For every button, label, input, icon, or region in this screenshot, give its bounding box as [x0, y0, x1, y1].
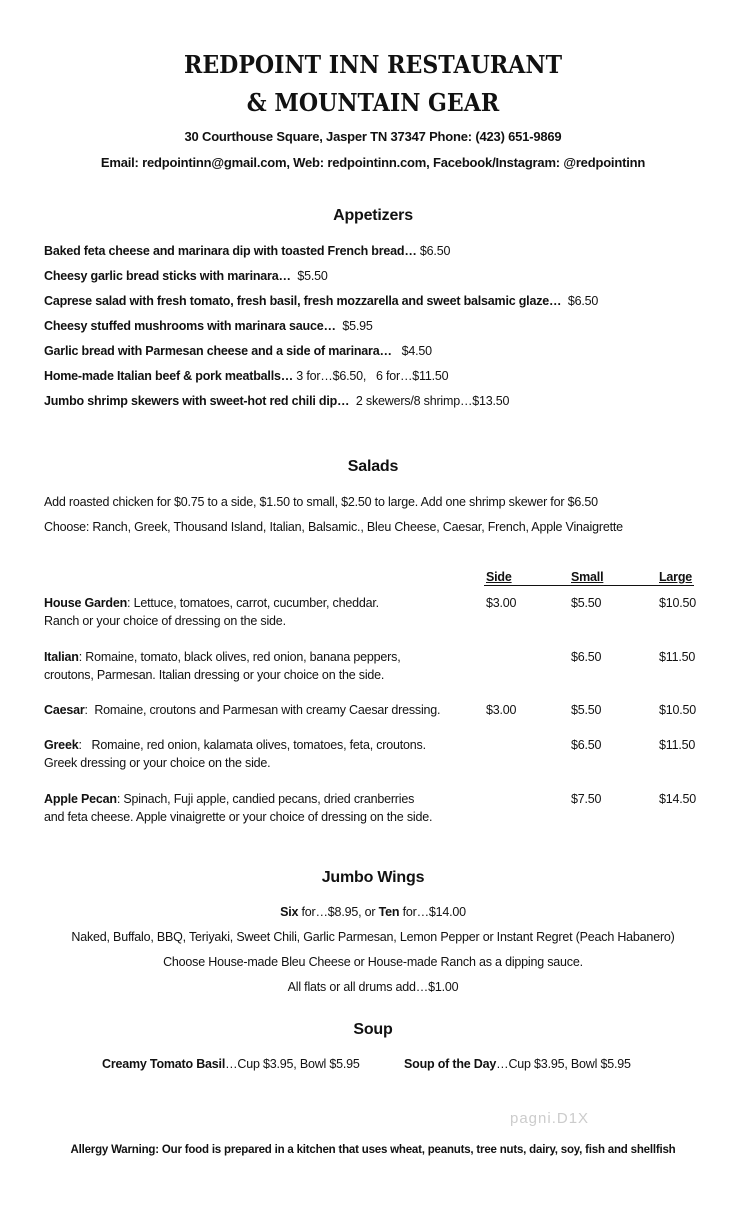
item-name: Caprese salad with fresh tomato, fresh basil, fresh mozzarella and sweet balsamic glaze…: [44, 294, 562, 308]
salad-desc-line1: : Romaine, red onion, kalamata olives, tomatoes, feta, croutons.: [78, 738, 426, 752]
item-price: 2 skewers/8 shrimp…$13.50: [349, 394, 510, 408]
col-large: Large: [659, 570, 693, 584]
wings-heading: Jumbo Wings: [321, 869, 425, 886]
price-side: $3.00: [486, 596, 517, 610]
allergy-warning: Allergy Warning: Our food is prepared in a kitchen that uses wheat, peanuts, tree nuts, dairy, soy, fish and shellfish: [70, 1144, 676, 1156]
item-name: Cheesy garlic bread sticks with marinara…: [44, 269, 291, 283]
salad-desc-line1: : Lettuce, tomatoes, carrot, cucumber, cheddar.: [127, 596, 379, 610]
item-name: Home-made Italian beef & pork meatballs…: [44, 369, 294, 383]
soup-item: [102, 1057, 360, 1071]
salad-desc: [44, 650, 400, 664]
price-large: $11.50: [659, 738, 696, 752]
price-side: $3.00: [486, 703, 517, 717]
watermark: pagni.D1X: [510, 1110, 590, 1127]
price-small: $6.50: [571, 650, 602, 664]
salad-desc-line1: : Romaine, croutons and Parmesan with creamy Caesar dressing.: [84, 703, 441, 717]
item-name: Jumbo shrimp skewers with sweet-hot red chili dip…: [44, 394, 350, 408]
appetizer-item: [44, 294, 598, 308]
salad-name: House Garden: [44, 596, 128, 610]
wing-sauce: Choose House-made Bleu Cheese or House-made Ranch as a dipping sauce.: [163, 955, 583, 969]
item-price: $5.95: [335, 319, 373, 333]
wing-flats-drums: All flats or all drums add…$1.00: [287, 980, 459, 994]
item-price: 3 for…$6.50, 6 for…$11.50: [293, 369, 449, 383]
dressing-choices: Choose: Ranch, Greek, Thousand Island, Italian, Balsamic., Bleu Cheese, Caesar, French, Apple Vinaigrette: [44, 520, 623, 534]
salad-name: Caesar: [44, 703, 85, 717]
item-price: $6.50: [416, 244, 451, 258]
soup-price: …Cup $3.95, Bowl $5.95: [225, 1057, 360, 1071]
ten-label: Ten: [378, 905, 400, 919]
item-price: $5.50: [290, 269, 328, 283]
item-price: $6.50: [561, 294, 599, 308]
salad-desc-line2: and feta cheese. Apple vinaigrette or your choice of dressing on the side.: [44, 810, 433, 824]
price-small: $5.50: [571, 596, 602, 610]
soup-name: Soup of the Day: [404, 1057, 497, 1071]
six-price: for…$8.95, or: [298, 905, 379, 919]
item-name: Baked feta cheese and marinara dip with toasted French bread…: [44, 244, 417, 258]
appetizer-item: [44, 344, 432, 358]
salad-desc-line2: croutons, Parmesan. Italian dressing or your choice on the side.: [44, 668, 385, 682]
col-side: Side: [486, 570, 512, 584]
salad-desc: [44, 738, 426, 752]
soup-item: [404, 1057, 631, 1071]
appetizers-heading: Appetizers: [333, 207, 413, 224]
salad-desc-line2: Ranch or your choice of dressing on the side.: [44, 614, 286, 628]
price-large: $14.50: [659, 792, 697, 806]
salad-name: Italian: [44, 650, 79, 664]
item-name: Garlic bread with Parmesan cheese and a side of marinara…: [44, 344, 392, 358]
appetizer-item: [44, 244, 450, 258]
salad-desc-line2: Greek dressing or your choice on the side.: [44, 756, 271, 770]
appetizer-item: [44, 319, 373, 333]
price-small: $5.50: [571, 703, 602, 717]
soup-heading: Soup: [353, 1021, 393, 1038]
salad-desc: [44, 596, 379, 610]
salads-heading: Salads: [347, 458, 399, 475]
restaurant-title: REDPOINT INN RESTAURANT: [183, 50, 563, 79]
contact-info: Email: redpointinn@gmail.com, Web: redpointinn.com, Facebook/Instagram: @redpointinn: [100, 155, 646, 170]
soup-price: …Cup $3.95, Bowl $5.95: [496, 1057, 631, 1071]
price-large: $10.50: [659, 596, 697, 610]
item-name: Cheesy stuffed mushrooms with marinara sauce…: [44, 319, 336, 333]
appetizer-item: [44, 394, 509, 408]
appetizer-item: [44, 369, 448, 383]
col-small: Small: [571, 570, 604, 584]
price-small: $6.50: [571, 738, 602, 752]
salad-desc-line1: : Romaine, tomato, black olives, red onion, banana peppers,: [78, 650, 401, 664]
soup-name: Creamy Tomato Basil: [102, 1057, 226, 1071]
salad-name: Apple Pecan: [44, 792, 117, 806]
salad-desc: [44, 792, 414, 806]
header-underline: [484, 585, 694, 586]
salad-desc: [44, 703, 440, 717]
price-small: $7.50: [571, 792, 602, 806]
price-large: $11.50: [659, 650, 696, 664]
restaurant-subtitle: & MOUNTAIN GEAR: [246, 88, 500, 117]
wings-prices: [0, 905, 746, 919]
item-price: $4.50: [391, 344, 432, 358]
salads-addon-note: Add roasted chicken for $0.75 to a side, $1.50 to small, $2.50 to large. Add one shrimp skewer for $6.50: [44, 495, 598, 509]
price-large: $10.50: [659, 703, 697, 717]
salad-name: Greek: [44, 738, 79, 752]
address: 30 Courthouse Square, Jasper TN 37347 Phone: (423) 651-9869: [184, 129, 562, 144]
wing-flavors: Naked, Buffalo, BBQ, Teriyaki, Sweet Chili, Garlic Parmesan, Lemon Pepper or Instant Regret (Peach Habanero): [71, 930, 675, 944]
appetizer-item: [44, 269, 328, 283]
six-label: Six: [280, 905, 299, 919]
ten-price: for…$14.00: [399, 905, 466, 919]
salad-desc-line1: : Spinach, Fuji apple, candied pecans, dried cranberries: [116, 792, 415, 806]
